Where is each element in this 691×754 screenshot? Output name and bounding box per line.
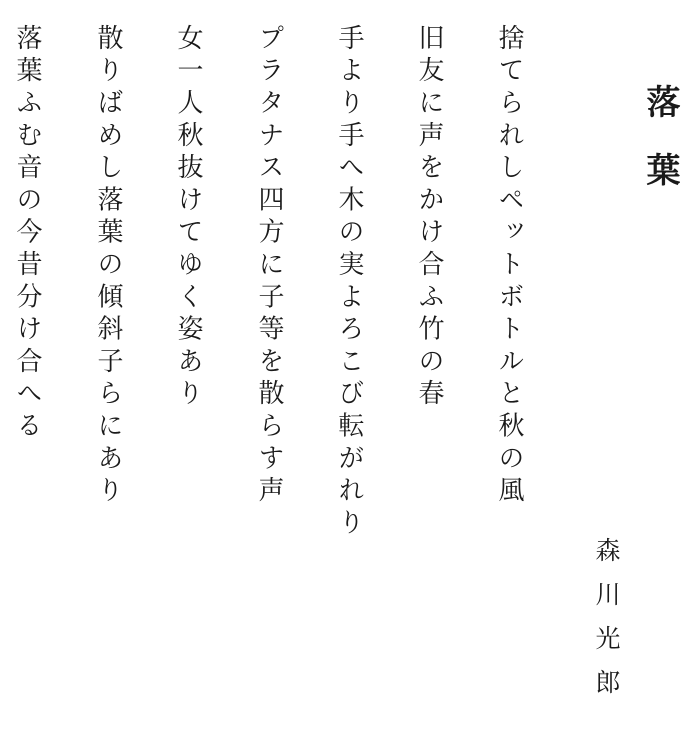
verse-line-3: 手より手へ木の実よろこび転がれり bbox=[334, 24, 364, 541]
poem-author: 森川光郎 bbox=[592, 537, 621, 713]
verse-line-2: 旧友に声をかけ合ふ竹の春 bbox=[414, 24, 444, 412]
verse-line-6: 散りばめし落葉の傾斜子らにあり bbox=[93, 24, 123, 509]
verse-line-1: 捨てられしペットボトルと秋の風 bbox=[494, 24, 524, 509]
verse-line-5: 女一人秋抜けてゆく姿あり bbox=[173, 24, 203, 412]
verse-line-7: 落葉ふむ音の今昔分け合へる bbox=[12, 24, 42, 444]
verse-line-4: プラタナス四方に子等を散らす声 bbox=[254, 24, 284, 509]
poem-title: 落葉 bbox=[640, 84, 680, 220]
